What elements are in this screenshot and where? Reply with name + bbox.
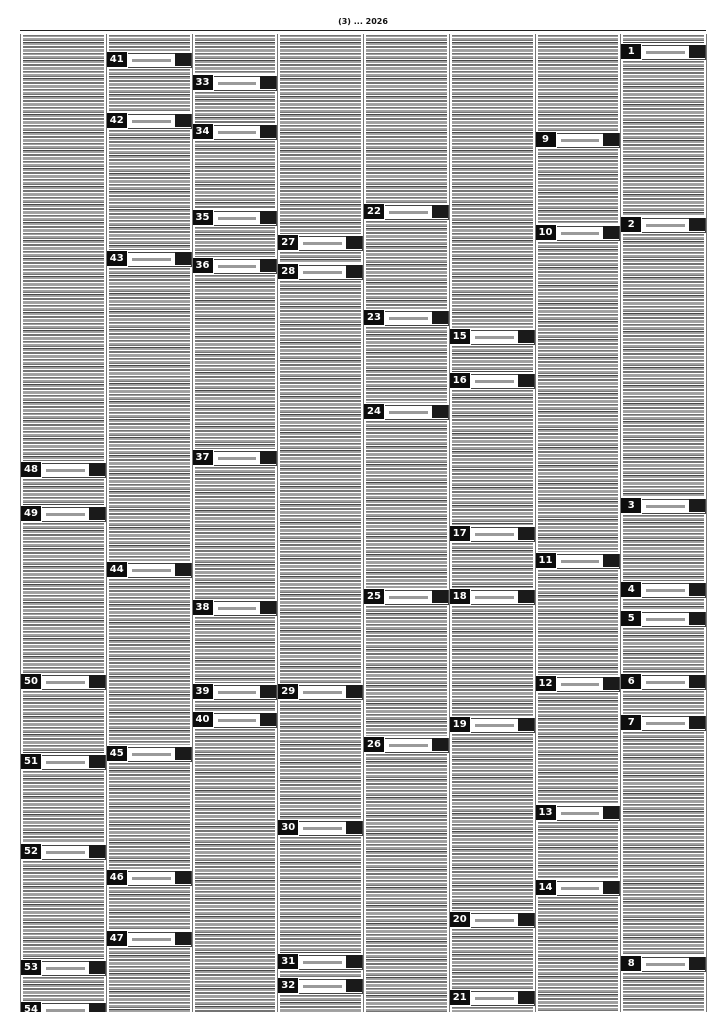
question-header — [193, 450, 278, 465]
answer-label-box — [518, 374, 534, 387]
text-block — [107, 578, 192, 745]
question-number: 4 — [621, 582, 641, 597]
question-number: 21 — [450, 990, 470, 1005]
text-block — [364, 605, 449, 736]
question-number: 16 — [450, 373, 470, 388]
text-block — [621, 233, 706, 497]
text-block — [107, 129, 192, 250]
question-number: 25 — [364, 589, 384, 604]
text-block — [621, 690, 706, 714]
question-header — [364, 404, 449, 419]
question-number: 22 — [364, 204, 384, 219]
text-block — [107, 34, 192, 51]
text-block — [21, 976, 106, 1001]
question-number: 26 — [364, 737, 384, 752]
question-header — [450, 329, 535, 344]
question-header — [450, 526, 535, 541]
answer-label-box — [603, 133, 619, 146]
question-header — [450, 990, 535, 1005]
answer-label-box — [689, 957, 705, 970]
text-column — [620, 34, 707, 1012]
question-header — [450, 912, 535, 927]
answer-label-box — [260, 259, 276, 272]
answer-label-box — [518, 913, 534, 926]
answer-label-box — [432, 311, 448, 324]
question-header — [193, 600, 278, 615]
question-number: 52 — [21, 844, 41, 859]
question-header — [536, 225, 621, 240]
question-number: 50 — [21, 674, 41, 689]
question-header — [621, 674, 706, 689]
question-header — [21, 674, 106, 689]
answer-label-box — [346, 955, 362, 968]
answer-label-box — [260, 601, 276, 614]
text-block — [193, 728, 278, 1012]
text-block — [107, 947, 192, 1012]
question-header — [21, 754, 106, 769]
question-number: 9 — [536, 132, 556, 147]
question-number: 27 — [278, 235, 298, 250]
question-number: 2 — [621, 217, 641, 232]
question-header — [21, 506, 106, 521]
text-block — [21, 478, 106, 505]
answer-label-box — [603, 881, 619, 894]
answer-label-box — [689, 716, 705, 729]
text-block — [364, 420, 449, 588]
text-column — [20, 34, 106, 1012]
answer-label-box — [603, 677, 619, 690]
text-block — [621, 34, 706, 43]
question-number: 48 — [21, 462, 41, 477]
text-block — [21, 690, 106, 753]
text-block — [450, 605, 535, 716]
question-number: 15 — [450, 329, 470, 344]
answer-label-box — [175, 563, 191, 576]
question-number: 40 — [193, 712, 213, 727]
question-number: 49 — [21, 506, 41, 521]
text-block — [278, 970, 363, 977]
text-block — [450, 389, 535, 525]
question-number: 18 — [450, 589, 470, 604]
question-number: 38 — [193, 600, 213, 615]
answer-label-box — [175, 114, 191, 127]
question-number: 34 — [193, 124, 213, 139]
question-header — [107, 251, 192, 266]
text-block — [107, 267, 192, 561]
text-column — [277, 34, 363, 1012]
question-number: 43 — [107, 251, 127, 266]
question-header — [450, 373, 535, 388]
text-block — [193, 226, 278, 257]
answer-label-box — [518, 527, 534, 540]
question-number: 39 — [193, 684, 213, 699]
question-number: 54 — [21, 1002, 41, 1012]
page-header — [20, 14, 706, 31]
answer-label-box — [89, 845, 105, 858]
question-number: 8 — [621, 956, 641, 971]
question-header — [364, 310, 449, 325]
text-block — [450, 542, 535, 588]
answer-label-box — [175, 747, 191, 760]
question-header — [107, 746, 192, 761]
question-header — [621, 498, 706, 513]
text-column — [192, 34, 278, 1012]
question-header — [107, 931, 192, 946]
text-block — [107, 886, 192, 930]
answer-label-box — [175, 53, 191, 66]
question-header — [621, 44, 706, 59]
text-block — [193, 466, 278, 599]
question-header — [621, 582, 706, 597]
question-header — [193, 210, 278, 225]
page-header-title: (3) ... 2026 — [338, 17, 388, 26]
answer-label-box — [346, 821, 362, 834]
answer-label-box — [260, 713, 276, 726]
text-block — [621, 60, 706, 216]
text-block — [21, 34, 106, 461]
question-number: 24 — [364, 404, 384, 419]
question-header — [621, 715, 706, 730]
question-header — [193, 258, 278, 273]
question-number: 10 — [536, 225, 556, 240]
question-number: 20 — [450, 912, 470, 927]
question-header — [21, 960, 106, 975]
answer-label-box — [346, 979, 362, 992]
question-number: 35 — [193, 210, 213, 225]
question-header — [107, 113, 192, 128]
answer-label-box — [603, 226, 619, 239]
text-column — [535, 34, 621, 1012]
answer-label-box — [689, 675, 705, 688]
text-block — [536, 34, 621, 131]
text-block — [278, 700, 363, 819]
answer-label-box — [689, 499, 705, 512]
answer-label-box — [603, 806, 619, 819]
question-number: 6 — [621, 674, 641, 689]
text-block — [278, 251, 363, 263]
text-block — [193, 616, 278, 683]
text-block — [364, 753, 449, 1012]
text-block — [536, 692, 621, 804]
text-block — [621, 972, 706, 1012]
text-column — [106, 34, 192, 1012]
text-block — [536, 241, 621, 552]
text-block — [621, 627, 706, 673]
text-block — [621, 514, 706, 581]
question-number: 32 — [278, 978, 298, 993]
text-block — [364, 326, 449, 403]
question-number: 37 — [193, 450, 213, 465]
question-header — [278, 235, 363, 250]
answer-label-box — [432, 405, 448, 418]
question-number: 42 — [107, 113, 127, 128]
answer-label-box — [689, 45, 705, 58]
question-header — [364, 204, 449, 219]
text-block — [107, 762, 192, 869]
question-header — [278, 684, 363, 699]
question-header — [21, 1002, 106, 1012]
answer-label-box — [603, 554, 619, 567]
question-number: 51 — [21, 754, 41, 769]
answer-label-box — [260, 685, 276, 698]
question-number: 29 — [278, 684, 298, 699]
answer-label-box — [260, 451, 276, 464]
text-block — [450, 928, 535, 989]
question-number: 36 — [193, 258, 213, 273]
answer-label-box — [175, 932, 191, 945]
question-header — [621, 956, 706, 971]
question-header — [193, 124, 278, 139]
answer-label-box — [260, 211, 276, 224]
question-number: 7 — [621, 715, 641, 730]
answer-label-box — [175, 871, 191, 884]
question-number: 11 — [536, 553, 556, 568]
question-number: 14 — [536, 880, 556, 895]
question-number: 45 — [107, 746, 127, 761]
question-header — [107, 52, 192, 67]
answer-label-box — [518, 590, 534, 603]
question-header — [278, 978, 363, 993]
text-block — [536, 148, 621, 224]
question-header — [450, 589, 535, 604]
answer-label-box — [346, 236, 362, 249]
text-block — [193, 34, 278, 74]
question-number: 13 — [536, 805, 556, 820]
question-number: 19 — [450, 717, 470, 732]
question-number: 41 — [107, 52, 127, 67]
question-header — [278, 820, 363, 835]
answer-label-box — [89, 1003, 105, 1012]
answer-label-box — [432, 738, 448, 751]
text-block — [536, 896, 621, 1012]
question-header — [21, 462, 106, 477]
question-header — [278, 264, 363, 279]
text-block — [364, 34, 449, 203]
answer-label-box — [346, 265, 362, 278]
question-header — [536, 553, 621, 568]
question-number: 3 — [621, 498, 641, 513]
text-block — [621, 731, 706, 955]
answer-label-box — [518, 330, 534, 343]
text-block — [450, 733, 535, 911]
question-header — [107, 562, 192, 577]
answer-label-box — [689, 583, 705, 596]
question-number: 30 — [278, 820, 298, 835]
question-header — [536, 676, 621, 691]
question-number: 23 — [364, 310, 384, 325]
text-block — [450, 1006, 535, 1012]
question-header — [621, 217, 706, 232]
text-block — [621, 598, 706, 610]
text-block — [278, 836, 363, 953]
question-header — [536, 132, 621, 147]
answer-label-box — [518, 718, 534, 731]
text-block — [21, 770, 106, 843]
text-block — [536, 569, 621, 675]
answer-label-box — [89, 463, 105, 476]
question-number: 44 — [107, 562, 127, 577]
answer-label-box — [432, 590, 448, 603]
question-header — [621, 611, 706, 626]
question-header — [21, 844, 106, 859]
question-header — [364, 589, 449, 604]
text-block — [278, 280, 363, 683]
text-block — [536, 821, 621, 879]
text-block — [278, 994, 363, 1012]
answer-label-box — [89, 675, 105, 688]
text-block — [21, 522, 106, 673]
question-number: 31 — [278, 954, 298, 969]
text-block — [278, 34, 363, 234]
question-header — [107, 870, 192, 885]
question-header — [536, 805, 621, 820]
question-number: 17 — [450, 526, 470, 541]
question-header — [193, 684, 278, 699]
question-number: 12 — [536, 676, 556, 691]
answer-label-box — [518, 991, 534, 1004]
answer-label-box — [89, 507, 105, 520]
text-block — [450, 345, 535, 372]
text-column — [363, 34, 449, 1012]
text-block — [21, 860, 106, 959]
question-number: 46 — [107, 870, 127, 885]
question-number: 1 — [621, 44, 641, 59]
question-header — [450, 717, 535, 732]
question-number: 47 — [107, 931, 127, 946]
question-number: 5 — [621, 611, 641, 626]
text-block — [193, 91, 278, 123]
text-block — [450, 34, 535, 328]
answer-label-box — [689, 218, 705, 231]
text-block — [107, 68, 192, 112]
question-number: 53 — [21, 960, 41, 975]
text-column — [449, 34, 535, 1012]
answer-label-box — [89, 961, 105, 974]
text-block — [193, 140, 278, 209]
question-number: 33 — [193, 75, 213, 90]
answer-label-box — [175, 252, 191, 265]
answer-label-box — [432, 205, 448, 218]
answer-label-box — [89, 755, 105, 768]
text-block — [364, 220, 449, 309]
question-header — [364, 737, 449, 752]
text-block — [193, 274, 278, 449]
question-header — [193, 712, 278, 727]
answer-label-box — [346, 685, 362, 698]
question-header — [536, 880, 621, 895]
text-block — [193, 700, 278, 711]
question-header — [193, 75, 278, 90]
answer-label-box — [260, 125, 276, 138]
answer-label-box — [689, 612, 705, 625]
question-number: 28 — [278, 264, 298, 279]
newspaper-page — [20, 14, 706, 1014]
answer-label-box — [260, 76, 276, 89]
question-header — [278, 954, 363, 969]
